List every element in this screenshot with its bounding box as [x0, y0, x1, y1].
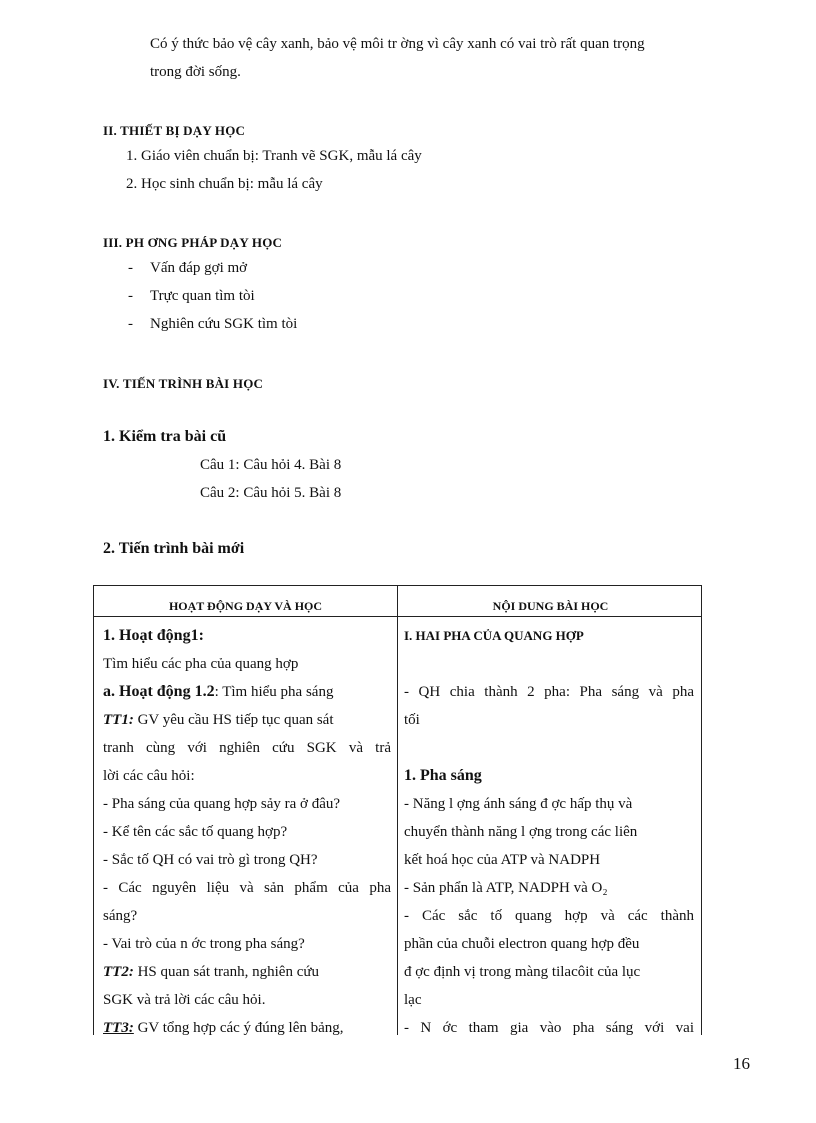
- tt1-label: TT1:: [103, 712, 134, 728]
- content-r3: - Sản phẩn là ATP, NADPH và O₂: [404, 880, 608, 896]
- question-2: - Kể tên các sắc tố quang hợp?: [103, 824, 288, 840]
- content-r2c: kết hoá học của ATP và NADPH: [404, 852, 601, 868]
- section-4-title: IV. TIẾN TRÌNH BÀI HỌC: [103, 376, 264, 391]
- lesson-table: [93, 585, 702, 1035]
- tt2-line: [103, 962, 319, 982]
- part-1-item-1: Câu 1: Câu hỏi 4. Bài 8: [200, 457, 342, 473]
- section-2-title: II. THIẾT BỊ DẠY HỌC: [103, 123, 246, 138]
- tt2-label: TT2:: [103, 964, 134, 980]
- tt2-line-2: SGK và trả lời các câu hỏi.: [103, 992, 266, 1008]
- bullet-dash: -: [128, 316, 133, 332]
- content-r4c: đ ợc định vị trong màng tilacôit của lục: [404, 964, 641, 980]
- section-3-item-3: Nghiên cứu SGK tìm tòi: [150, 316, 298, 332]
- section-3-item-2: Trực quan tìm tòi: [150, 288, 255, 304]
- intro-line-1: Có ý thức bảo vệ cây xanh, bảo vệ môi tr ờng vì cây xanh có vai trò rất quan trọng: [150, 36, 645, 52]
- bullet-dash: -: [128, 260, 133, 276]
- column-divider: [397, 586, 398, 1035]
- tt1-line-3: lời các câu hỏi:: [103, 768, 195, 784]
- content-r1a: - QH chia thành 2 pha: Pha sáng và pha: [404, 684, 694, 700]
- content-section-title: I. HAI PHA CỦA QUANG HỢP: [404, 628, 584, 643]
- activity-1-2-label: a. Hoạt động 1.2: [103, 683, 215, 700]
- question-4a: - Các nguyên liệu và sản phẩm của pha: [103, 880, 391, 896]
- tt1-line-2: tranh cùng với nghiên cứu SGK và trả: [103, 740, 391, 756]
- tt3-text: GV tổng hợp các ý đúng lên bảng,: [133, 1020, 344, 1036]
- tt3-label: TT3:: [103, 1020, 134, 1036]
- tt1-text: GV yêu cầu HS tiếp tục quan sát: [133, 712, 334, 728]
- content-r1b: tối: [404, 712, 420, 728]
- content-r2b: chuyển thành năng l ợng trong các liên: [404, 824, 638, 840]
- activity-1-desc: Tìm hiểu các pha của quang hợp: [103, 656, 299, 672]
- content-r4b: phần của chuỗi electron quang hợp đều: [404, 936, 640, 952]
- section-3-title: III. PH ƠNG PHÁP DẠY HỌC: [103, 235, 283, 250]
- content-subtitle-light-phase: 1. Pha sáng: [404, 767, 482, 784]
- content-r4d: lạc: [404, 992, 422, 1008]
- question-1: - Pha sáng của quang hợp sảy ra ở đâu?: [103, 796, 341, 812]
- tt2-text: HS quan sát tranh, nghiên cứu: [133, 964, 320, 980]
- content-r2a: - Năng l ợng ánh sáng đ ợc hấp thụ và: [404, 796, 633, 812]
- header-divider: [94, 616, 701, 617]
- activity-1-title: 1. Hoạt động1:: [103, 627, 204, 644]
- page-number: 16: [733, 1054, 750, 1073]
- activity-1-2-line: [103, 682, 333, 702]
- tt1-line: [103, 710, 334, 730]
- activity-1-2-text: : Tìm hiểu pha sáng: [214, 684, 334, 700]
- header-activities: HOẠT ĐỘNG DẠY VÀ HỌC: [168, 599, 323, 613]
- section-2-item-2: 2. Học sinh chuẩn bị: mẫu lá cây: [126, 176, 323, 192]
- intro-line-2: trong đời sống.: [150, 64, 241, 80]
- tt3-line: [103, 1018, 344, 1038]
- bullet-dash: -: [128, 288, 133, 304]
- part-1-title: 1. Kiểm tra bài cũ: [103, 428, 227, 445]
- part-1-item-2: Câu 2: Câu hỏi 5. Bài 8: [200, 485, 342, 501]
- question-5: - Vai trò của n ớc trong pha sáng?: [103, 936, 305, 952]
- part-2-title: 2. Tiến trình bài mới: [103, 540, 245, 557]
- section-2-item-1: 1. Giáo viên chuẩn bị: Tranh vẽ SGK, mẫu lá cây: [126, 148, 422, 164]
- question-4b: sáng?: [103, 908, 138, 924]
- question-3: - Sắc tố QH có vai trò gì trong QH?: [103, 852, 318, 868]
- content-r5: - N ớc tham gia vào pha sáng với vai: [404, 1020, 694, 1036]
- content-r4a: - Các sắc tố quang hợp và các thành: [404, 908, 694, 924]
- section-3-item-1: Vấn đáp gợi mở: [150, 260, 248, 276]
- header-content: NỘI DUNG BÀI HỌC: [492, 599, 609, 613]
